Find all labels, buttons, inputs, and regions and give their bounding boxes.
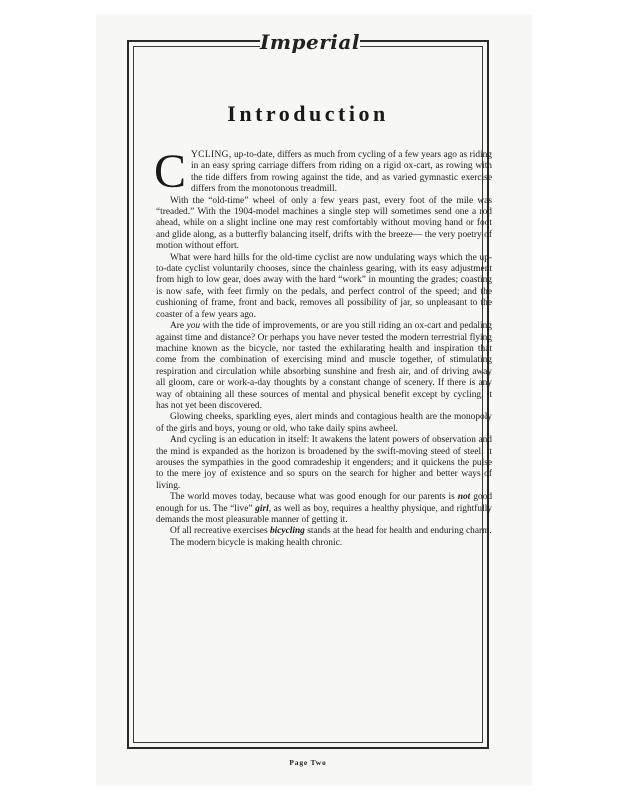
paragraph-9: The modern bicycle is making health chronic. [170, 537, 343, 548]
paragraph-2: With the “old-time” wheel of only a few years past, every foot of the mile was “treaded.” With the 1904-model machines a single step will sometimes send one a rod ahead, while on a slight incline one may rest comfortably without moving hand or foot and glide along, as a butterfly balancing itself, drifts with the breeze— the very poetry of motion without effort. [156, 195, 492, 252]
first-word: YCLING, [191, 150, 232, 160]
paragraph-8-emphasis: bicycling [269, 526, 305, 537]
paragraph-4-emphasis: you [186, 321, 201, 332]
page-title: Introduction [227, 101, 389, 126]
paragraph-7-c: , as well as boy, requires a healthy physique, and rightfully demands the most pleasurable manner of getting it. [156, 503, 492, 525]
paragraph-7-emphasis-not: not [457, 492, 471, 503]
brand-logo [260, 28, 360, 58]
paragraph-7-b: good enough for us. The “live” [156, 492, 493, 514]
article-body [154, 145, 493, 549]
paragraph-7-emphasis-girl: girl [255, 503, 269, 514]
paragraph-7 [156, 492, 492, 526]
paragraph-1 [154, 145, 492, 198]
paragraph-8 [156, 526, 492, 537]
drop-cap: C [154, 145, 187, 198]
paragraph-4-post: with the tide of improvements, or are you still riding an ox-cart and pedaling against time and distance? Or perhaps you have never tested the modern terrestrial flying machine known as the bicycle, nor tasted the exhilarating health and inspiration that come from the combination of exercising mind and muscle together, of stimulating respiration and circulation while absorbing sunshine and fresh air, and of driving away all gloom, care or work-a-day thoughts by a constant change of scenery. If there is any way of obtaining all these sources of mental and physical benefit except by cycling, it has not yet been discovered. [156, 321, 492, 411]
paragraph-8-b: stands at the head for health and enduring charm. [304, 526, 492, 537]
paragraph-4 [156, 321, 492, 412]
brand-logo-text: Imperial [260, 30, 360, 54]
paragraph-3: What were hard hills for the old-time cyclist are now undulating ways which the up-to-date cyclist voluntarily chooses, since the chainless gearing, with its easy adjustment from high to low gear, does away with the hard “work” in mounting the grades; coasting is now safe, with feet firmly on the pedals, and perfect control of the speed; and the cushioning of frame, front and back, removes all possibility of jar, so unpleasant to the coaster of a few years ago. [156, 252, 492, 320]
page-number: Page Two [289, 758, 327, 767]
paragraph-5: Glowing cheeks, sparkling eyes, alert minds and contagious health are the monopoly of the girls and boys, young or old, who take daily spins awheel. [156, 412, 492, 434]
paragraph-1-text: up-to-date, differs as much from cycling of a few years ago as riding in an easy spring carriage differs from riding on a rigid ox-cart, as rowing with the tide differs from rowing against the tide, and as varied gymnastic exercise differs from the monotonous treadmill. [191, 150, 492, 195]
paragraph-4-pre: Are [170, 321, 187, 332]
paragraph-6: And cycling is an education in itself: It awakens the latent powers of observation and the mind is expanded as the horizon is broadened by the swift-moving steed of steel; it arouses the sympathies in the good comradeship it engenders; and it quickens the pulse to the mere joy of existence and so spurs on the search for higher and better ways of living. [156, 435, 492, 491]
paragraph-7-a: The world moves today, because what was good enough for our parents is [170, 492, 458, 503]
paragraph-8-a: Of all recreative exercises [170, 526, 270, 537]
